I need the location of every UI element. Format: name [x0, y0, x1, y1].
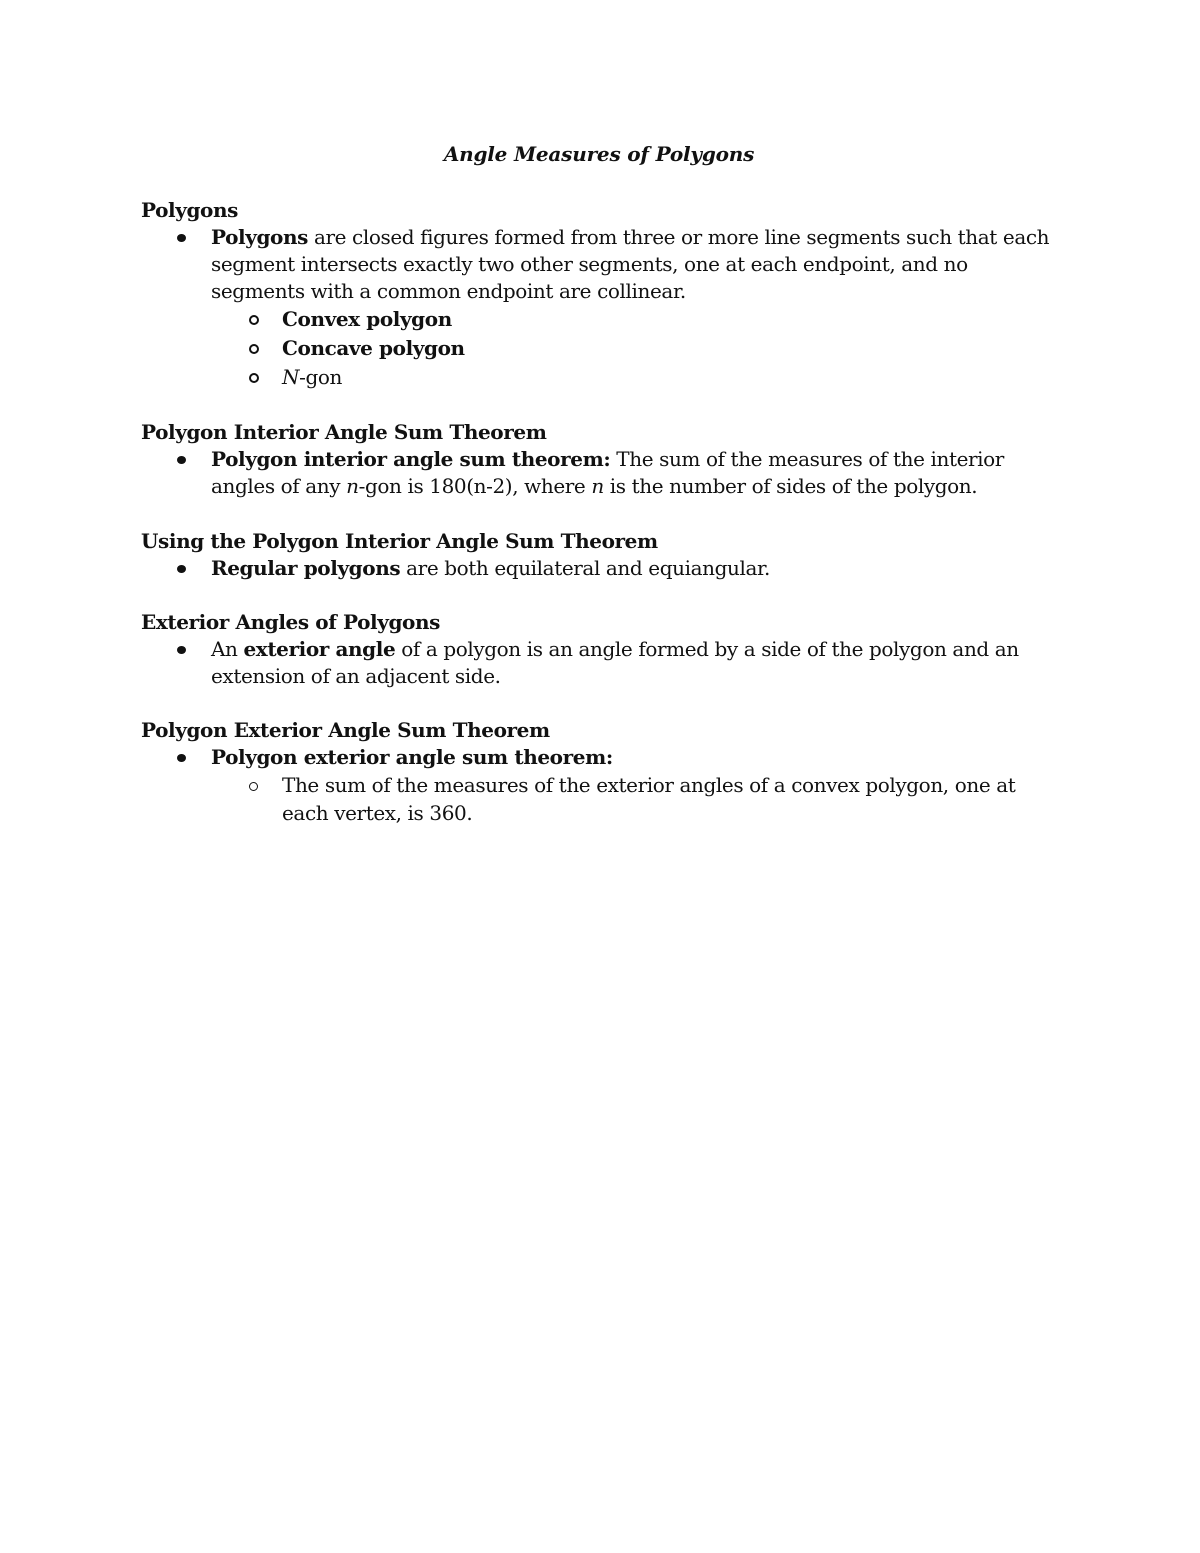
- sub-item-text: The sum of the measures of the exterior angles of a convex polygon, one at each vertex, is 360.: [282, 773, 1016, 825]
- sub-item-italic: N: [282, 365, 300, 389]
- bullet-text: of a polygon is an angle formed by a side of the polygon and an extension of an adjacent side.: [211, 637, 1019, 688]
- bullet-item: [141, 555, 1061, 582]
- sub-item-bold: Concave polygon: [282, 336, 465, 360]
- hollow-bullet-icon: [249, 373, 259, 383]
- section-heading: Polygon Exterior Angle Sum Theorem: [141, 718, 550, 742]
- section-interior-angle-sum: [141, 418, 1061, 500]
- section-using-theorem: [141, 527, 1061, 582]
- sub-item: [141, 305, 1061, 334]
- bullet-dot-icon: [177, 456, 186, 464]
- term-bold: Polygons: [211, 225, 308, 249]
- bullet-item: [141, 224, 1061, 305]
- document-title: Angle Measures of Polygons: [443, 142, 755, 166]
- sub-item: [141, 334, 1061, 363]
- term-bold: exterior angle: [243, 637, 396, 661]
- bullet-dot-icon: [177, 234, 186, 242]
- term-bold: Polygon exterior angle sum theorem:: [211, 745, 613, 769]
- term-bold: Polygon interior angle sum theorem:: [211, 447, 611, 471]
- bullet-text: is the number of sides of the polygon.: [603, 474, 978, 498]
- bullet-dot-icon: [177, 754, 186, 762]
- bullet-text: -gon is 180(n-2), where: [358, 474, 592, 498]
- bullet-item: [141, 636, 1061, 690]
- term-bold: Regular polygons: [211, 556, 401, 580]
- bullet-text: are both equilateral and equiangular.: [400, 556, 770, 580]
- variable-italic: n: [346, 474, 359, 498]
- sub-item: [141, 771, 1061, 827]
- variable-italic: n: [591, 474, 604, 498]
- bullet-text: An: [211, 637, 244, 661]
- hollow-bullet-icon: [249, 782, 258, 791]
- sub-item-text: -gon: [299, 365, 342, 389]
- section-heading: Exterior Angles of Polygons: [141, 610, 440, 634]
- section-heading: Using the Polygon Interior Angle Sum Theorem: [141, 529, 658, 553]
- bullet-text: are closed figures formed from three or more line segments such that each segment intersects exactly two other segments, one at each endpoint, and no segments with a common endpoint are collinear.: [211, 225, 1050, 303]
- section-heading: Polygons: [141, 198, 238, 222]
- bullet-text: The sum of the measures of the interior angles of any: [211, 447, 1004, 498]
- bullet-item: [141, 744, 1061, 771]
- hollow-bullet-icon: [249, 315, 259, 325]
- hollow-bullet-icon: [249, 344, 259, 354]
- bullet-dot-icon: [177, 646, 186, 654]
- bullet-item: [141, 446, 1061, 500]
- section-exterior-angle-sum: [141, 716, 1061, 827]
- section-heading: Polygon Interior Angle Sum Theorem: [141, 420, 547, 444]
- section-polygons: [141, 196, 1061, 392]
- bullet-dot-icon: [177, 565, 186, 573]
- sub-item-bold: Convex polygon: [282, 307, 452, 331]
- sub-item: [141, 363, 1061, 392]
- section-exterior-angles: [141, 608, 1061, 690]
